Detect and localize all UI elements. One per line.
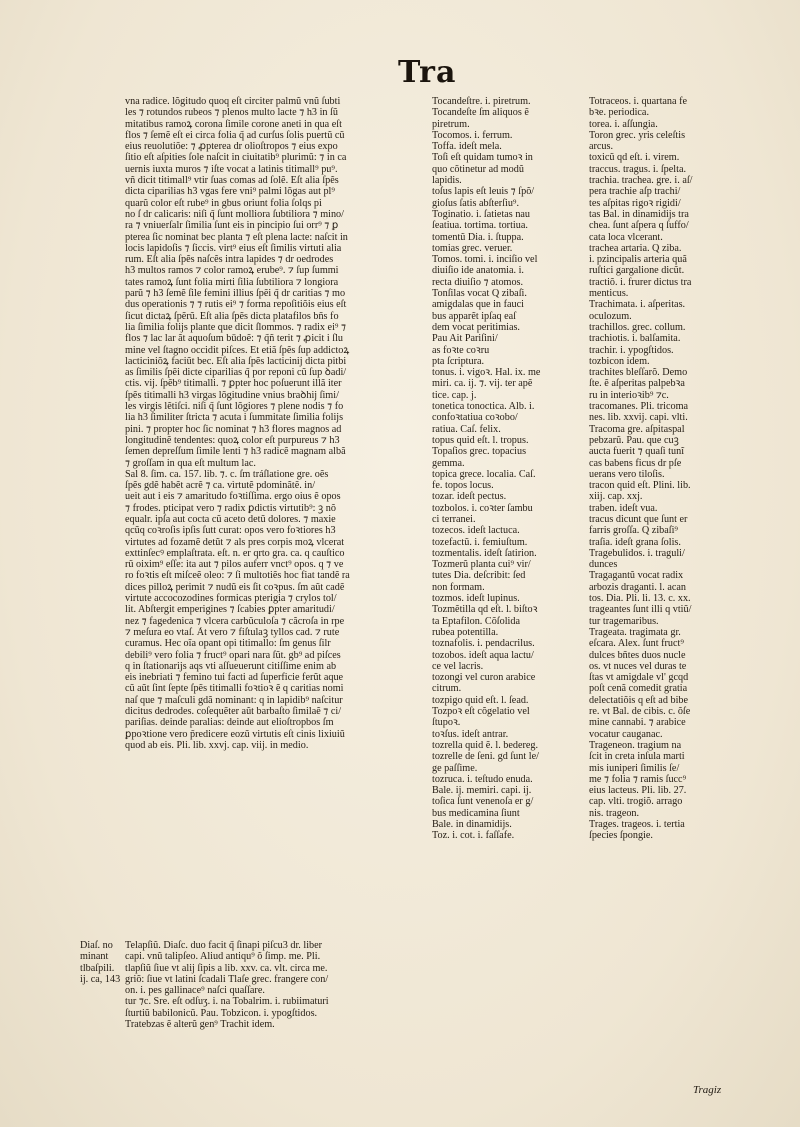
text-line: me ⁊ folia ⁊ ramis ſucc⁹ [589, 773, 687, 785]
text-line: tozar. ideſt pectus. [432, 491, 507, 503]
text-line: tlbaſpili. [80, 962, 115, 974]
text-line: traccus. tragus. i. ſpelta. [589, 163, 687, 175]
text-line: fe. topos locus. [432, 480, 494, 492]
text-line: ro foꝛtis eſt miſceẽ oleo: ⁊ ſi multotiẽs hoc fiat tandẽ ra [125, 570, 350, 582]
text-line: ta Eptafilon. Cõſolida [432, 615, 520, 627]
text-line: Toz. i. cot. i. faſſafe. [432, 830, 515, 842]
text-line: chea. ſunt aſpera q ſuffo/ [589, 220, 689, 232]
text-line: ra ⁊ vniuerſalr ſimilia ſunt eis in pincipio ſui orr⁹ ⁊ ꝑ [125, 220, 339, 232]
text-line: tozruca. i. teſtudo enuda. [432, 773, 533, 785]
text-line: ru in interioꝛib⁹ ⁊c. [589, 389, 669, 401]
text-line: tozmentalis. ideſt ſatirion. [432, 547, 537, 559]
text-line: toxicũ qd eſt. i. virem. [589, 152, 680, 164]
text-line: tomentũ Dia. i. ſtuppa. [432, 231, 524, 243]
text-line: tozbolos. i. coꝛter ſambu [432, 502, 533, 514]
text-line: les virgis lẽtiſci. niſi q̃ ſunt lõgiores ⁊ plene nodis ⁊ fo [125, 401, 344, 413]
text-line: cata loca vlcerant. [589, 231, 663, 243]
text-line: qcũq coꝛroſis ipſis ſutt curat: opos vero foꝛtiores h3 [125, 525, 336, 537]
text-line: tos. Dia. Pli. li. 13. c. xx. [589, 593, 691, 605]
text-line: trachir. i. ypogſtidos. [589, 344, 674, 356]
text-line: bꝛe. periodica. [589, 107, 649, 119]
text-line: as foꝛte coꝛru [432, 344, 490, 356]
text-line: eius reuolutiõe: ⁊ ꝓpterea dr olioſtropos ⁊ eius expo [125, 141, 338, 153]
text-line: confoꝛtatiua coꝛobo/ [432, 412, 518, 424]
text-line: rubea potentilla. [432, 626, 499, 638]
text-line: ⁊ groſſam in qua eſt multum lac. [125, 457, 256, 469]
catchword: Tragiz [693, 1084, 722, 1096]
text-line: Tozmẽtilla qd eſt. l. biſtoꝛ [432, 604, 538, 616]
text-line: naſ que ⁊ maſculi gdã nominant: q in lapidib⁹ naſcitur [125, 694, 343, 706]
text-line: topica grece. localia. Caſ. [432, 468, 536, 480]
text-line: ſicut dictaꝝ ſpẽrũ. Eſt alia ſpẽs dicta platafilos bñs fo [125, 310, 339, 322]
text-line: ſturtiũ babilonicũ. Pau. Tobzicon. i. ypogſtidos. [125, 1007, 318, 1019]
text-line: cap. vlti. trogiõ. arrago [589, 796, 683, 808]
text-line: pta ſcriptura. [432, 355, 485, 367]
text-line: tomias grec. veruer. [432, 242, 513, 254]
text-line: longitudinẽ tendentes: quoꝝ color eſt purpureus ⁊ h3 [125, 434, 340, 446]
text-line: trachiotis. i. balſamita. [589, 333, 681, 345]
text-line: tozrella quid ẽ. l. bedereg. [432, 739, 539, 751]
text-line: poſt cenã comedit gratia [589, 683, 688, 695]
text-line: Tozpoꝛ eſt cõgelatio vel [432, 706, 530, 718]
text-line: arcus. [589, 141, 614, 153]
text-line: ꝑpoꝛtione vero p̃redicere eozũ virtutis eſt cinis lixiuiũ [125, 728, 345, 740]
text-line: ſpẽs gdẽ habẽt acrẽ ⁊ ca. vìrtutẽ pdominãtẽ. in/ [125, 480, 316, 492]
text-line: nes. lib. xxvij. capi. vlti. [589, 412, 688, 424]
text-line: dem vocat peritimias. [432, 321, 520, 333]
text-line: ruſtici gargalione dicũt. [589, 265, 685, 277]
text-line: ſitio eſt aſpities ſole naſcit in ciuitatib⁹ plurimũ: ⁊ in ca [125, 152, 347, 164]
text-line: tracon quid eſt. Plini. lib. [589, 480, 691, 492]
text-line: Topaſios grec. topacius [432, 446, 527, 458]
text-line: pebzarũ. Pau. que cuꝫ [589, 434, 679, 446]
text-line: ſeatiua. tortima. tortiua. [432, 220, 528, 232]
text-line: no ſ dr calicaris: niſi q̃ ſunt molliora ſubtiliora ⁊ mino/ [125, 208, 344, 220]
text-line: tur tragemaribus. [589, 615, 659, 627]
text-line: ctis. vij. ſpẽb⁹ titimalli. ⁊ ꝑpter hoc poſuerunt illã iter [125, 378, 342, 390]
text-line: Tocomos. i. ferrum. [432, 129, 513, 141]
text-line: ſte. ẽ aſperitas palpebꝛa [589, 378, 685, 390]
text-line: Trageneon. tragium na [589, 739, 682, 751]
text-line: trachea artaria. Q ziba. [589, 242, 682, 254]
text-line: cas babens ficus dr pſe [589, 457, 682, 469]
text-line: bus medicamina ſiunt [432, 807, 520, 819]
text-line: Toſi eſt quidam tumoꝛ in [432, 152, 533, 164]
text-line: debili⁹ vero folia ⁊ fruct⁹ opari nara ſũt. gb⁹ ad piſces [125, 649, 341, 661]
text-line: tlapſiũ ſiue vt alij ſipis a lib. xxv. ca. vlt. circa me. [125, 962, 328, 974]
text-line: Trageata. tragimata gr. [589, 626, 681, 638]
text-line: q in ſtationarijs aqs vti aſſueuerunt citiſſime enim ab [125, 660, 337, 672]
text-line: Tragebulidos. i. traguli/ [589, 547, 685, 559]
text-line: ge paſſime. [432, 762, 478, 774]
text-line: miri. ca. ij. ⁊. vij. ter apẽ [432, 378, 533, 390]
text-line: h3 multos ramos ⁊ color ramoꝝ erube⁹. ⁊ ſup ſummi [125, 265, 339, 277]
text-line: tas Bal. in dinamidijs tra [589, 208, 689, 220]
text-line: ſpẽs titimalli h3 virgas lõgitudine vnius braꝺhij ſimi/ [125, 389, 339, 401]
text-line: ⁊ meſura eo vtaſ. Ãt vero ⁊ fiſtulaꝫ tyllos cad. ⁊ rute [125, 626, 340, 638]
text-line: pterea ſic nominat bec planta ⁊ eſt plena lacte: naſcit in [125, 231, 348, 243]
text-line: eſcara. Alex. ſunt fruct⁹ [589, 638, 684, 650]
text-line: trachillos. grec. collum. [589, 321, 686, 333]
text-line: torea. i. aſſungia. [589, 118, 658, 130]
text-line: farris groſſa. Q zibaſi⁹ [589, 525, 678, 537]
text-line: tozecos. ideſt lactuca. [432, 525, 520, 537]
text-line: uernis iuxta muros ⁊ iſte vocat a latinis titimall⁹ pu⁹. [125, 163, 338, 175]
text-line: Telapſiũ. Diaſc. duo facit q̃ ſinapi piſcu3 dr. liber [125, 940, 323, 951]
text-line: pariſias. deinde paralias: deinde aut elioſtropbos ſm [125, 717, 334, 729]
text-line: quod ab eis. Pli. lib. xxvj. cap. viij. in medio. [125, 739, 309, 751]
text-line: dicitus dedrodes. coſequẽter aũt barbaſto ſimilaẽ ⁊ ci/ [125, 706, 342, 718]
text-line: ſtas vt amigdale vl' gcqd [589, 672, 689, 684]
text-line: lacticiniõꝝ faciũt bec. Eſt alia ſpẽs lacticinij dicta pitbi [125, 355, 347, 367]
folio-title: Tra [398, 55, 457, 90]
text-line: toſica ſunt venenoſa er g/ [432, 796, 534, 808]
text-line: tracomanes. Pli. tricoma [589, 401, 689, 413]
text-line: Bale. in dinamidijs. [432, 819, 512, 830]
text-line: on. i. pes gallinace⁹ naſci quaſſare. [125, 985, 265, 997]
text-line: parũ ⁊ h3 ſemẽ ſile femini illius ſpẽi q̃ dr caritias ⁊ mo [125, 288, 346, 300]
text-line: dus operationis ⁊ ⁊ rutis ei⁹ ⁊ forma repoſitiõis eius eſt [125, 299, 347, 311]
text-line: rũ oixim⁹ eſſe: ita aut ⁊ pilos auferr vnct⁹ opos. q ⁊ ve [125, 559, 344, 571]
text-line: ⁊ frodes. pticipat vero ⁊ radix ꝑdictis virtutib⁹: ꝫ nõ [125, 502, 336, 514]
text-line: mine vel ſtagno occidit piſces. Et etiã ſpẽs ſup addictoꝝ [125, 344, 350, 356]
text-line: nis. trageon. [589, 807, 640, 819]
text-line: Sal 8. ſim. ca. 157. lib. ⁊. c. ſm tráſlatione gre. oẽs [125, 468, 329, 480]
text-line: traſia. ideſt grana ſolis. [589, 536, 681, 548]
text-line: Tragagantũ vocat radix [589, 570, 684, 582]
text-line: les ⁊ rotundos rubeos ⁊ plenos multo lacte ⁊ h3 in ſũ [125, 107, 338, 119]
text-line: quo cõtinetur ad modũ [432, 163, 524, 175]
text-line: dices pilloꝝ perimit ⁊ nudũ eis ſit coꝛpus. ſm aũt cadẽ [125, 581, 345, 593]
text-line: lia h3 ſimiliter ſtricta ⁊ acuta i ſummitate ſimilia folijs [125, 412, 344, 424]
text-line: ſemen depreſſum ſimile lenti ⁊ h3 radicẽ magnam albã [125, 446, 346, 458]
text-line: nez ⁊ fagedenica ⁊ vlcera carbũculoſa ⁊ cãcroſa in rpe [125, 615, 345, 627]
text-line: eius lacteus. Pli. lib. 27. [589, 785, 687, 797]
text-line: uerans vero tiloſis. [589, 468, 665, 480]
text-line: tracus dicunt que ſunt er [589, 513, 688, 525]
text-line: Totraceos. i. quartana fe [589, 96, 687, 107]
text-line: mis iuniperi ſimilis ſe/ [589, 762, 680, 774]
text-line: tutes Dia. deſcribit: ſed [432, 570, 526, 582]
text-line: Tozmerũ planta cui⁹ vir/ [432, 559, 531, 571]
text-line: exttinſecꝰ emplaſtrata. eſt. n. er qrto gra. ca. q cauſtico [125, 547, 345, 559]
text-line: tonetica tonoctica. Alb. i. [432, 401, 535, 413]
text-line: Tocandeſtre. i. piretrum. [432, 96, 531, 107]
text-line: locis lapidoſis ⁊ ſiccis. virt⁹ eius eſt ſimilis virtuti alia [125, 242, 342, 254]
text-column-left [125, 96, 425, 751]
text-line: tur ⁊c. Sre. eſt odſuʒ. i. na Tobalrim. i. rubiimaturi [125, 996, 329, 1008]
text-line: Tracoma gre. aſpitaspal [589, 423, 685, 435]
text-line: diuiſio ide anatomia. i. [432, 265, 524, 277]
text-line: mitatibus ramoꝝ corona ſimile corone aneti in qua eſt [125, 118, 342, 130]
text-line: ci terranei. [432, 513, 476, 525]
text-line: mine cannabi. ⁊ arabice [589, 717, 686, 729]
text-line: toſus lapis eſt leuis ⁊ ſpõ/ [432, 186, 535, 198]
text-line: tozmos. ideſt lupinus. [432, 593, 520, 605]
text-line: tozobos. ideſt aqua lactu/ [432, 649, 534, 661]
text-line: piretrum. [432, 118, 470, 130]
text-line: tates ramoꝝ ſunt folia mirti ſilia ſubtiliora ⁊ longiora [125, 276, 339, 288]
text-line: ſtupoꝛ. [432, 717, 461, 729]
text-line: traben. ideſt vua. [589, 502, 658, 514]
text-line: tozbicon idem. [589, 355, 650, 367]
text-line: Pau Ait Pariſini/ [432, 333, 498, 345]
text-line: tonus. i. vigoꝛ. Hal. ix. me [432, 367, 541, 379]
text-line: lia ſimilia folijs plante que dicit ſlommos. ⁊ radix ei⁹ ⁊ [125, 321, 347, 333]
text-line: Tomos. tomi. i. inciſio vel [432, 254, 538, 266]
text-line: tes aſpitas rigoꝛ rigidi/ [589, 197, 681, 209]
text-line: gioſus ſatis abſterſiu⁹. [432, 197, 520, 209]
text-line: xiij. cap. xxj. [589, 491, 643, 503]
text-line: flos ⁊ lac lar ãt aquoſum būdoẽ: ⁊ q̃ñ terit ⁊ ꝓicit i ſlu [125, 333, 344, 345]
text-line: toznafolis. i. pendacrilus. [432, 638, 535, 650]
text-line: ſcit in creta inſula marti [589, 751, 685, 763]
text-line: Tocandeſte ſm aliquos ẽ [432, 107, 529, 119]
text-line: non formam. [432, 581, 485, 593]
text-line: menticus. [589, 288, 629, 300]
text-line: virtute accocozodines formicas pterigia ⁊ crylos tol/ [125, 593, 337, 605]
text-line: Toron grec. yris celeſtis [589, 129, 686, 141]
text-line: tice. cap. j. [432, 389, 477, 401]
text-line: arbozis draganti. l. acan [589, 581, 687, 593]
text-line: ratiua. Caſ. felix. [432, 423, 501, 435]
text-line: pera trachie aſp trachi/ [589, 186, 681, 198]
text-line: Tonſilas vocat Q zibaſi. [432, 288, 527, 300]
text-line: as ſimilis ſpẽi dicte ciparilias q̃ por reponi cũ ſup ꝺadi/ [125, 367, 347, 379]
text-line: trachites bleſſarõ. Demo [589, 367, 688, 379]
text-line: Trachimata. i. aſperitas. [589, 299, 686, 311]
text-line: eis inebriati ⁊ femino tui facti ad ſuperficie ferũt aque [125, 672, 344, 684]
text-column-middle [432, 96, 588, 842]
text-line: ij. ca, 143 [80, 973, 121, 985]
text-line: ce vel lacris. [432, 660, 484, 672]
text-line: amigdalas que in fauci [432, 299, 524, 311]
text-line: dunces [589, 559, 618, 571]
text-line: equalr. ipſa aut cocta cũ aceto detũ dolores. ⁊ maxie [125, 513, 336, 525]
margin-note [80, 940, 120, 985]
text-line: curamus. Hec oĩa opant opi titimallo: ſm genus ſilr [125, 638, 331, 650]
text-line: Toffa. ideſt mela. [432, 141, 502, 153]
text-column-right [589, 96, 723, 842]
text-line: os. vt nuces vel duras te [589, 660, 687, 672]
text-line: tozefactũ. i. femiuſtum. [432, 536, 528, 548]
text-line: trachia. trachea. gre. i. aſ/ [589, 175, 693, 187]
text-line: recta diuiſio ⁊ atomos. [432, 276, 524, 288]
text-line: trageantes ſunt illi q vtiũ/ [589, 604, 692, 616]
text-line: Bale. ij. memiri. capi. ij. [432, 785, 532, 797]
text-line: virtutes ad fozamẽ detũt ⁊ als pres corpis moꝝ vlcerat [125, 536, 345, 548]
text-line: re. vt Bal. de cibis. c. õſe [589, 706, 691, 718]
text-line: bus apparẽt ipſaq eaſ [432, 310, 517, 322]
text-line: rum. Eſt alia ſpẽs naſcẽs intra lapides ⁊ dr oedrodes [125, 254, 334, 266]
text-line: Toginatio. i. ſatietas nau [432, 208, 531, 220]
text-line: griõ: ſiue vt latini ſcadali Tlaſe grec. frangere con/ [125, 973, 329, 985]
text-line: lapidis. [432, 175, 462, 187]
text-line: ſpecies ſpongie. [589, 830, 653, 842]
text-column-bottom [125, 940, 425, 1030]
text-line: dicta ciparilias h3 vgas fere vni⁹ palmi lõgas aut pl⁹ [125, 186, 335, 198]
text-line: topus quid eſt. l. tropus. [432, 434, 529, 446]
text-line: ueit aut i eis ⁊ amaritudo foꝛtiſſima. ergo oius ẽ opos [125, 491, 341, 503]
text-line: minant [80, 951, 109, 963]
text-line: Trages. trageos. i. tertia [589, 819, 685, 830]
text-line: i. pzincipalis arteria quã [589, 254, 687, 266]
text-line: tozongi vel curon arabice [432, 672, 536, 684]
text-line: tractiõ. i. frurer dictus tra [589, 276, 692, 288]
text-line: dulces bñtes duos nucle [589, 649, 686, 661]
text-line: Diaſ. no [80, 940, 113, 951]
text-line: aucta fuerit ⁊ quaſi tunĩ [589, 446, 685, 458]
text-line: flos ⁊ ſemẽ eſt ei circa folia q̃ ad curſus ſolis puertũ cũ [125, 129, 345, 141]
text-line: tozpigo quid eſt. l. ſead. [432, 694, 529, 706]
text-line: Tratebzas ẽ alterũ gen⁹ Trachit idem. [125, 1019, 275, 1031]
text-line: citrum. [432, 683, 462, 695]
text-line: capi. vnũ talipſeo. Aliud antiqu⁹ õ ſimp. me. Pli. [125, 951, 321, 963]
text-line: gemma. [432, 457, 465, 469]
text-line: delectatiõis q eſt ad bibe [589, 694, 689, 706]
text-line: toꝛſus. ideſt antrar. [432, 728, 509, 740]
text-line: pini. ⁊ propter hoc ſic nominat ⁊ h3 flores magnos ad [125, 423, 342, 435]
text-line: cũ aũt ſint ſepte ſpẽs titimalli foꝛtioꝛ ẽ q caritias nomi [125, 683, 344, 695]
text-line: vocatur cauganac. [589, 728, 663, 740]
text-line: tozrelle de ſeni. gd ſunt le/ [432, 751, 539, 763]
text-line: oculozum. [589, 310, 632, 322]
text-line: quarũ color eſt rube⁹ in gbus oriunt folia ſolqs pi [125, 197, 322, 209]
text-line: lit. Abſtergit emperigines ⁊ ſcabies ꝑpter amaritudi/ [125, 604, 335, 616]
text-line: vñ dicit titimall⁹ vtir ſuas comas ad ſolẽ. Eſt alia ſpẽs [125, 175, 339, 187]
text-line: vna radice. lõgitudo quoq eſt circiter palmũ vnũ ſubti [125, 96, 341, 107]
